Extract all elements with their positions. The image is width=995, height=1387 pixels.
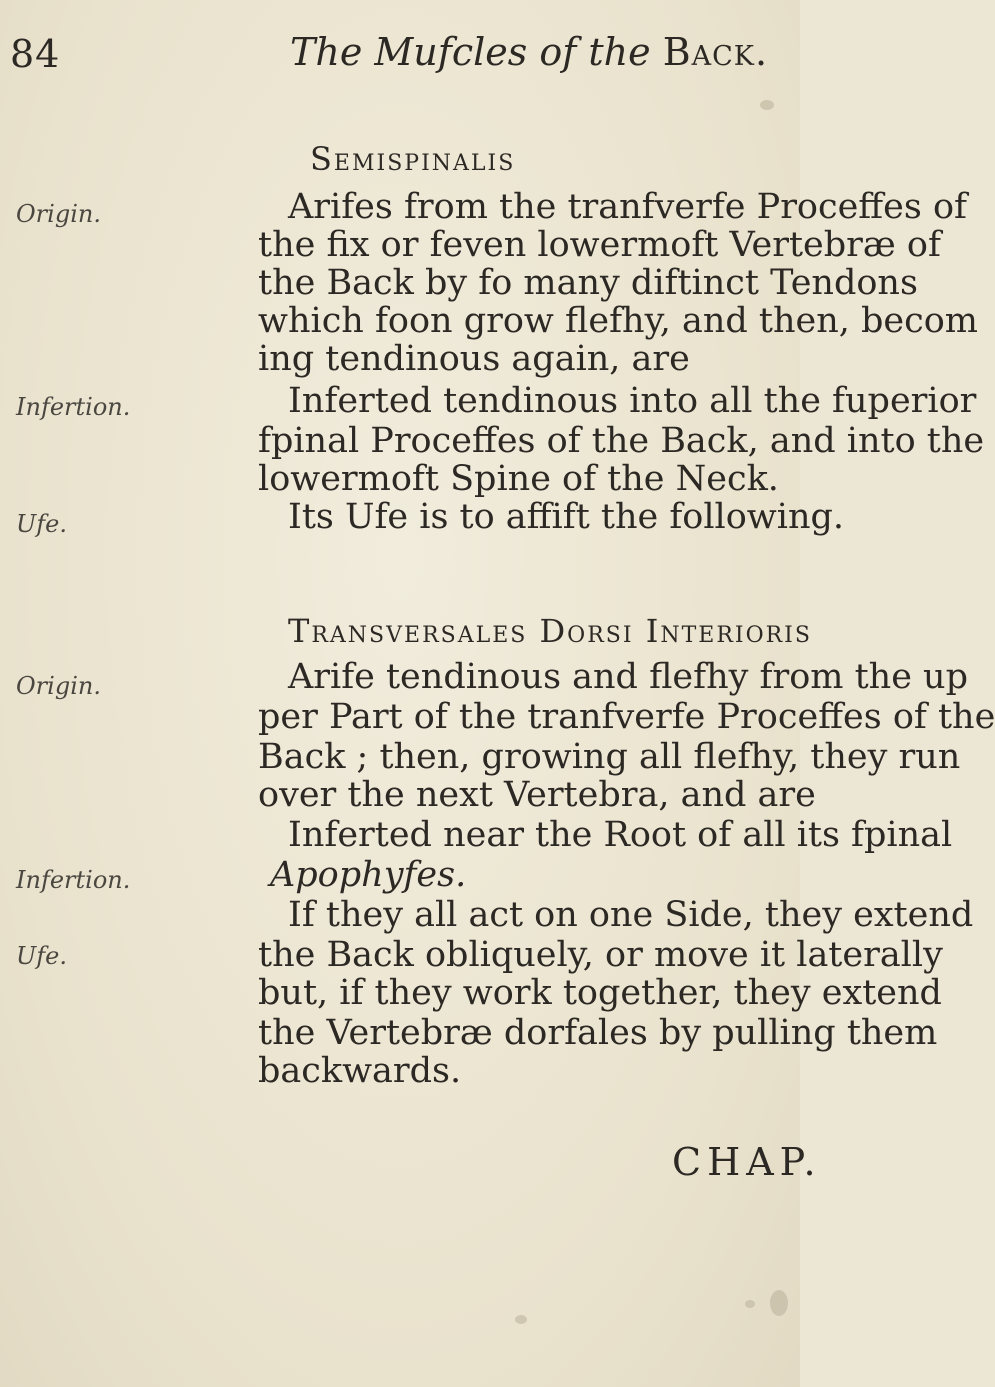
- running-head-small-caps: Back.: [662, 30, 769, 74]
- page-number: 84: [10, 32, 61, 76]
- text-line: Inferted tendinous into all the fuperior: [288, 381, 977, 421]
- text-line: Arifes from the tranfverfe Proceffes of: [288, 187, 967, 227]
- text-line: If they all act on one Side, they extend: [288, 895, 974, 935]
- margin-note-use: Ufe.: [16, 510, 67, 538]
- text-line: the fix or feven lowermoft Vertebræ of: [258, 225, 941, 265]
- margin-note-origin: Origin.: [16, 200, 101, 228]
- text-line: Arife tendinous and flefhy from the up: [288, 657, 969, 697]
- text-line: ing tendinous again, are: [258, 339, 690, 379]
- text-line: Apophyfes.: [270, 855, 467, 895]
- margin-note-origin: Origin.: [16, 672, 101, 700]
- text-line: the Vertebræ dorfales by pulling them: [258, 1013, 938, 1053]
- text-line: the Back obliquely, or move it laterally: [258, 935, 943, 975]
- text-line: Inferted near the Root of all its fpinal: [288, 815, 953, 855]
- stain-spot: [515, 1315, 527, 1324]
- catchword: CHAP.: [672, 1140, 822, 1184]
- text-line: backwards.: [258, 1051, 462, 1091]
- text-line: the Back by fo many diftinct Tendons: [258, 263, 918, 303]
- text-line: Back ; then, growing all flefhy, they run: [258, 737, 961, 777]
- text-line: fpinal Proceffes of the Back, and into the: [258, 421, 985, 461]
- text-line: but, if they work together, they extend: [258, 973, 942, 1013]
- text-line: over the next Vertebra, and are: [258, 775, 816, 815]
- text-line: which foon grow flefhy, and then, becom: [258, 301, 978, 341]
- running-head-italic: The Mufcles of the: [290, 30, 651, 74]
- stain-spot: [760, 100, 774, 110]
- stain-spot: [770, 1290, 788, 1316]
- section-heading-semispinalis: Semispinalis: [310, 140, 516, 178]
- margin-note-insertion: Infertion.: [16, 866, 131, 894]
- text-line: Its Ufe is to affift the following.: [288, 497, 845, 537]
- running-head: [290, 30, 768, 74]
- stain-spot: [745, 1300, 755, 1308]
- text-line: lowermoft Spine of the Neck.: [258, 459, 779, 499]
- margin-note-insertion: Infertion.: [16, 393, 131, 421]
- margin-note-use: Ufe.: [16, 942, 67, 970]
- text-line: per Part of the tranfverfe Proceffes of the: [258, 697, 995, 737]
- section-heading-transversales: Transversales Dorsi Interioris: [288, 612, 812, 650]
